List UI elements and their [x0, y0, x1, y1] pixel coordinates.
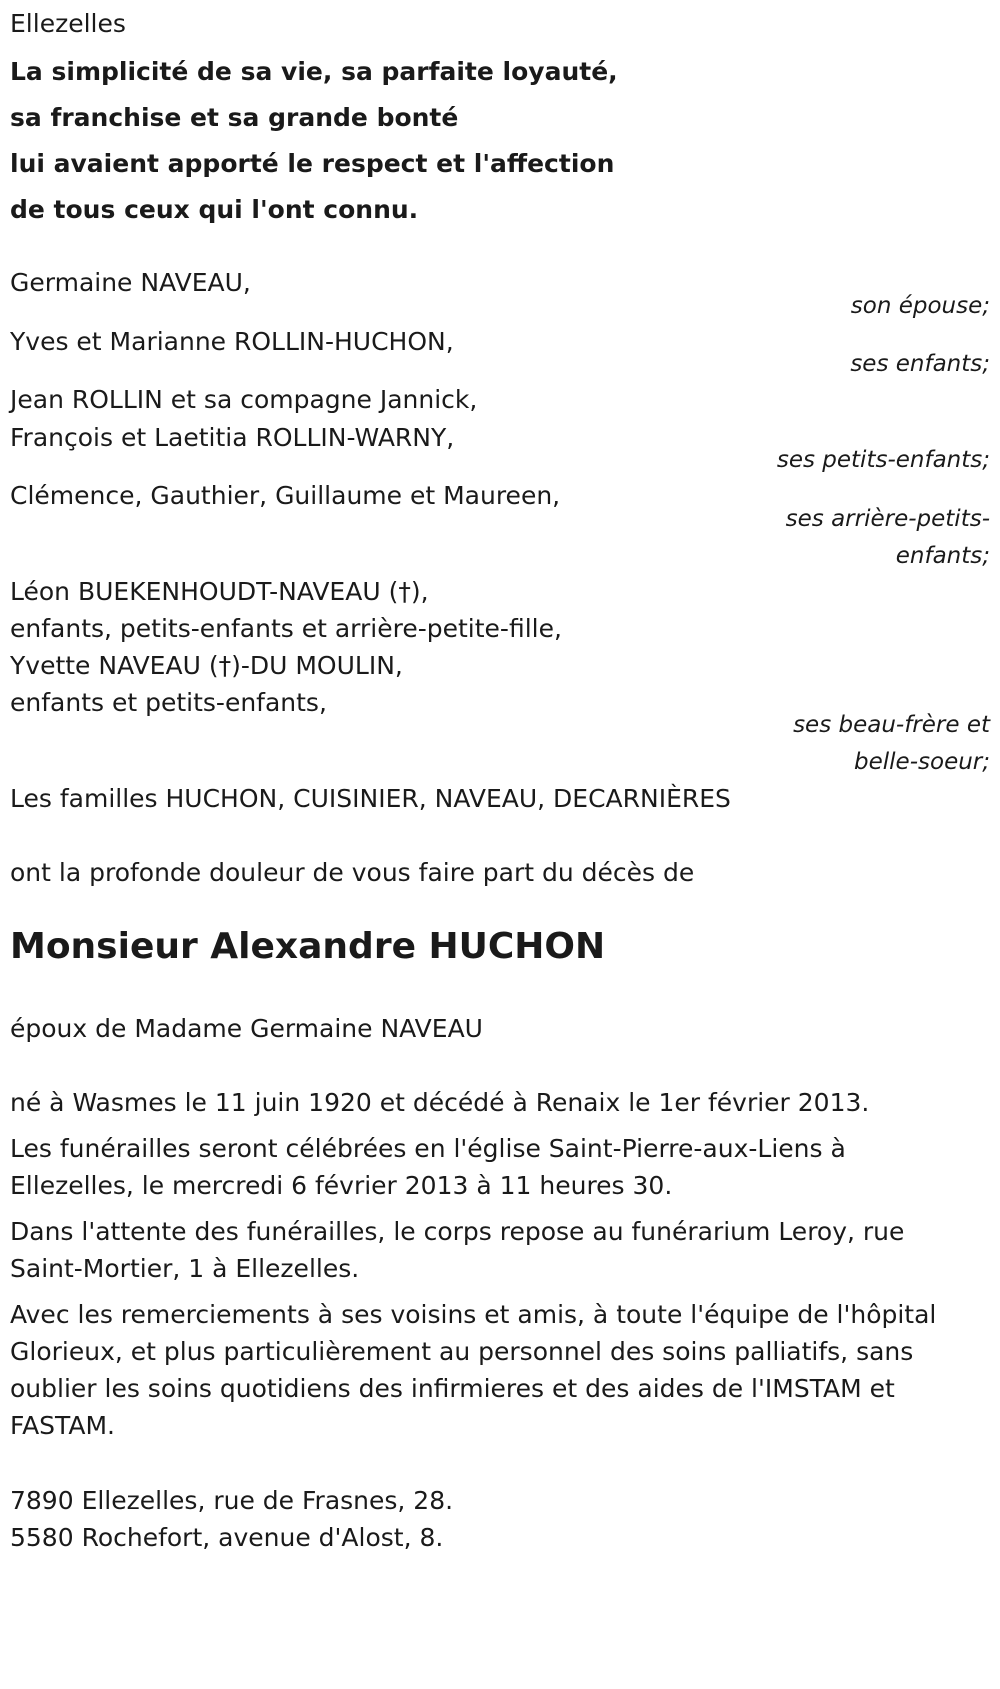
birth-death: né à Wasmes le 11 juin 1920 et décédé à Renaix le 1er février 2013. [10, 1088, 870, 1117]
family-families: Les familles HUCHON, CUISINIER, NAVEAU, DECARNIÈRES [10, 784, 731, 813]
address-1: 7890 Ellezelles, rue de Frasnes, 28. [10, 1486, 454, 1515]
quote-line-4: de tous ceux qui l'ont connu. [10, 195, 419, 224]
thanks-line-4: FASTAM. [10, 1411, 116, 1440]
rest-line-1: Dans l'attente des funérailles, le corps repose au funérarium Leroy, rue [10, 1217, 905, 1246]
role-inlaws-1: ses beau-frère et [793, 712, 990, 738]
family-inlaws-1: Léon BUEKENHOUDT-NAVEAU (†), [10, 577, 429, 606]
family-wife: Germaine NAVEAU, [10, 268, 251, 297]
family-great-grandchildren: Clémence, Gauthier, Guillaume et Maureen, [10, 481, 561, 510]
family-inlaws-3: Yvette NAVEAU (†)-DU MOULIN, [10, 651, 403, 680]
quote-line-1: La simplicité de sa vie, sa parfaite loyauté, [10, 57, 618, 86]
family-children: Yves et Marianne ROLLIN-HUCHON, [10, 327, 454, 356]
funeral-line-1: Les funérailles seront célébrées en l'église Saint-Pierre-aux-Liens à [10, 1134, 846, 1163]
role-wife: son épouse; [850, 293, 990, 319]
role-children: ses enfants; [850, 351, 990, 377]
address-2: 5580 Rochefort, avenue d'Alost, 8. [10, 1523, 444, 1552]
family-inlaws-2: enfants, petits-enfants et arrière-petite-fille, [10, 614, 562, 643]
family-inlaws-4: enfants et petits-enfants, [10, 688, 327, 717]
role-inlaws-2: belle-soeur; [854, 749, 990, 775]
funeral-line-2: Ellezelles, le mercredi 6 février 2013 à 11 heures 30. [10, 1171, 673, 1200]
role-great-grandchildren-2: enfants; [895, 543, 990, 569]
spouse-line: époux de Madame Germaine NAVEAU [10, 1014, 483, 1043]
family-grandchildren-2: François et Laetitia ROLLIN-WARNY, [10, 423, 455, 452]
deceased-name: Monsieur Alexandre HUCHON [10, 926, 606, 967]
quote-line-3: lui avaient apporté le respect et l'affection [10, 149, 615, 178]
announcement: ont la profonde douleur de vous faire part du décès de [10, 858, 695, 887]
thanks-line-2: Glorieux, et plus particulièrement au personnel des soins palliatifs, sans [10, 1337, 914, 1366]
family-grandchildren-1: Jean ROLLIN et sa compagne Jannick, [10, 385, 478, 414]
thanks-line-1: Avec les remerciements à ses voisins et amis, à toute l'équipe de l'hôpital [10, 1300, 937, 1329]
role-grandchildren: ses petits-enfants; [776, 447, 990, 473]
quote-line-2: sa franchise et sa grande bonté [10, 103, 459, 132]
place-heading: Ellezelles [10, 9, 126, 38]
role-great-grandchildren-1: ses arrière-petits- [785, 506, 990, 532]
thanks-line-3: oublier les soins quotidiens des infirmieres et des aides de l'IMSTAM et [10, 1374, 895, 1403]
rest-line-2: Saint-Mortier, 1 à Ellezelles. [10, 1254, 360, 1283]
